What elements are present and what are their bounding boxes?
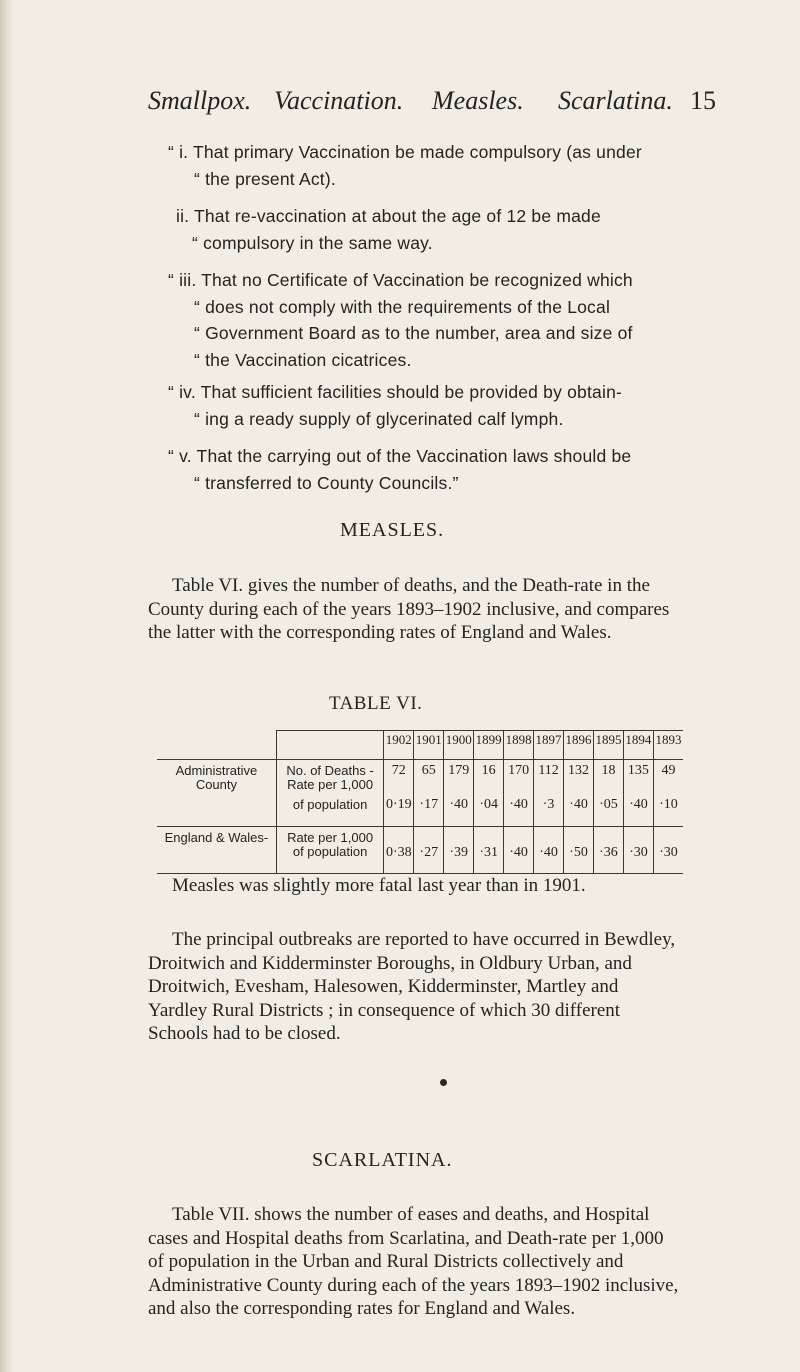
measure-label: Rate per 1,000 of population <box>276 827 383 874</box>
resolution-iv: “ iv. That sufficient facilities should be provided by obtain- “ ing a ready supply of glycerinated calf lymph. <box>168 382 623 429</box>
running-head-measles: Measles. <box>432 86 524 115</box>
page-number: 15 <box>690 86 716 115</box>
year-header: 1897 <box>534 731 564 760</box>
running-head-smallpox: Smallpox. <box>148 86 252 115</box>
header-blank-measure <box>276 731 383 760</box>
table-vi <box>157 730 683 874</box>
measure-label: No. of Deaths - Rate per 1,000 of population <box>276 760 383 827</box>
table-cell: ·30 <box>653 827 683 874</box>
year-header: 1899 <box>474 731 504 760</box>
measles-para-2: The principal outbreaks are reported to have occurred in Bewdley, Droitwich and Kidderminster Boroughs, in Oldbury Urban, and Droitwich, Evesham, Halesowen, Kidderminster, Martley and Yardley Rural Districts ; in consequence of which 30 different Schools had to be closed. <box>148 929 676 1044</box>
table-cell: 72 0·19 <box>384 760 414 827</box>
running-head-scarlatina: Scarlatina. <box>558 86 673 115</box>
scarlatina-heading: SCARLATINA. <box>312 1149 453 1171</box>
table-row-administrative-county <box>157 760 683 827</box>
running-head-vaccination: Vaccination. <box>274 86 404 115</box>
resolution-iii: “ iii. That no Certificate of Vaccination be recognized which “ does not comply with the requirements of the Local “ Government Board as to the number, area and size of “ the Vaccination cicatrices. <box>168 270 633 370</box>
table-cell: ·40 <box>504 827 534 874</box>
table-cell: 65 ·17 <box>414 760 444 827</box>
area-label: Administrative County <box>157 760 276 827</box>
table-cell: 16 ·04 <box>474 760 504 827</box>
year-header: 1893 <box>653 731 683 760</box>
table-cell: 18 ·05 <box>593 760 623 827</box>
table-cell: 135 ·40 <box>623 760 653 827</box>
table-cell: ·36 <box>593 827 623 874</box>
table-cell: 49 ·10 <box>653 760 683 827</box>
measles-intro: Table VI. gives the number of deaths, and the Death-rate in the County during each of the years 1893–1902 inclusive, and compares the latter with the corresponding rates of England and Wales. <box>148 575 670 643</box>
year-header: 1900 <box>444 731 474 760</box>
table-cell: 0·38 <box>384 827 414 874</box>
year-header: 1894 <box>623 731 653 760</box>
table-cell: ·40 <box>534 827 564 874</box>
year-header: 1902 <box>384 731 414 760</box>
separator-dot <box>440 1079 447 1086</box>
measles-para-1: Measles was slightly more fatal last year than in 1901. <box>172 875 586 896</box>
resolution-ii: ii. That re-vaccination at about the age of 12 be made “ compulsory in the same way. <box>176 206 601 253</box>
year-header: 1901 <box>414 731 444 760</box>
table-row-england-wales <box>157 827 683 874</box>
measles-heading: MEASLES. <box>340 519 445 541</box>
header-blank-area <box>157 731 276 760</box>
table-vi-title: TABLE VI. <box>329 693 423 714</box>
resolution-i: “ i. That primary Vaccination be made compulsory (as under “ the present Act). <box>168 142 642 189</box>
table-cell: 179 ·40 <box>444 760 474 827</box>
year-header: 1895 <box>593 731 623 760</box>
year-header: 1896 <box>564 731 594 760</box>
scarlatina-para: Table VII. shows the number of eases and deaths, and Hospital cases and Hospital deaths from Scarlatina, and Death-rate per 1,000 of population in the Urban and Rural Districts collectively and Administrative County during each of the years 1893–1902 inclusive, and also the corresponding rates for England and Wales. <box>148 1204 679 1319</box>
year-header: 1898 <box>504 731 534 760</box>
table-cell: ·50 <box>564 827 594 874</box>
table-cell: ·30 <box>623 827 653 874</box>
page-binding-edge <box>0 0 14 1372</box>
table-cell: ·39 <box>444 827 474 874</box>
table-header-row <box>157 731 683 760</box>
area-label: England & Wales- <box>157 827 276 874</box>
table-cell: ·31 <box>474 827 504 874</box>
table-cell: ·27 <box>414 827 444 874</box>
table-cell: 112 ·3 <box>534 760 564 827</box>
resolution-v: “ v. That the carrying out of the Vaccination laws should be “ transferred to County Councils.” <box>168 446 632 493</box>
table-cell: 132 ·40 <box>564 760 594 827</box>
table-cell: 170 ·40 <box>504 760 534 827</box>
running-head <box>148 86 716 126</box>
